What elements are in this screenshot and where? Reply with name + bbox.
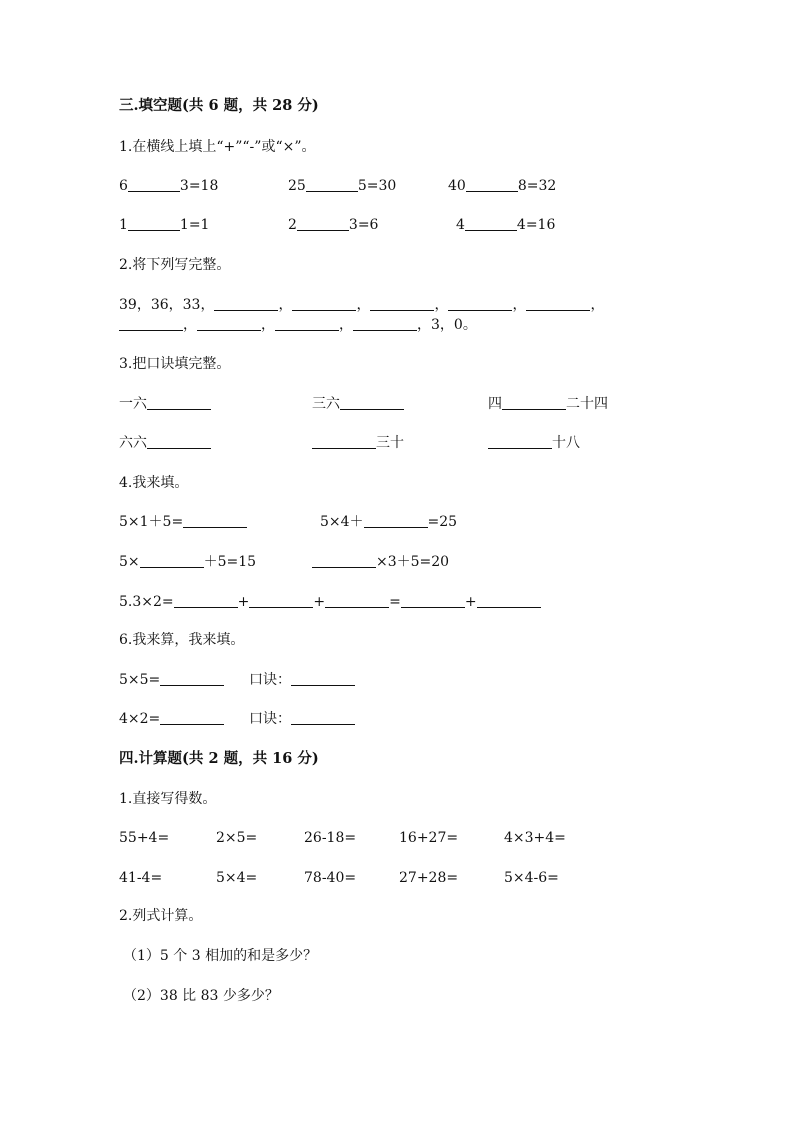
answer-blank[interactable] [477, 606, 541, 608]
q3-item: 三六 [312, 395, 404, 413]
answer-blank[interactable] [312, 447, 376, 449]
answer-blank[interactable] [292, 309, 356, 311]
answer-blank[interactable] [466, 190, 518, 192]
q5-line: 5.3×2= + + = + [119, 593, 541, 611]
q4-item: ×3＋5=20 [312, 553, 449, 571]
q1-item: 4 4=16 [456, 217, 556, 233]
q3-item: 十八 [488, 434, 580, 452]
answer-blank[interactable] [291, 684, 355, 686]
s4-q2-title: 2.列式计算。 [119, 908, 203, 924]
calc-item: 55+4= [119, 830, 170, 846]
answer-blank[interactable] [465, 229, 517, 231]
q1-title: 1.在横线上填上“+”“-”或“×”。 [119, 139, 316, 155]
calc-item: 16+27= [399, 830, 459, 846]
answer-blank[interactable] [160, 684, 224, 686]
answer-blank[interactable] [214, 309, 278, 311]
calc-item: 26-18= [304, 830, 357, 846]
q2-sequence-line-1: 39，36，33， ， ， ， ， ， [119, 297, 605, 313]
calc-item: 5×4= [216, 870, 258, 886]
q4-title: 4.我来填。 [119, 475, 189, 491]
answer-blank[interactable] [312, 566, 376, 568]
answer-blank[interactable] [183, 526, 247, 528]
answer-blank[interactable] [370, 309, 434, 311]
answer-blank[interactable] [306, 190, 358, 192]
q1-item: 2 3=6 [288, 217, 379, 233]
calc-item: 2×5= [216, 830, 258, 846]
answer-blank[interactable] [502, 408, 566, 410]
q3-title: 3.把口诀填完整。 [119, 356, 231, 372]
section-4-title: 四.计算题(共 2 题，共 16 分) [119, 750, 319, 767]
answer-blank[interactable] [448, 309, 512, 311]
answer-blank[interactable] [275, 329, 339, 331]
answer-blank[interactable] [297, 229, 349, 231]
s4-q1-title: 1.直接写得数。 [119, 791, 217, 807]
q1-item: 40 8=32 [448, 178, 557, 194]
calc-item: 5×4-6= [504, 870, 559, 886]
answer-blank[interactable] [147, 408, 211, 410]
q6-calc: 5×5= [119, 671, 224, 689]
q3-item: 一六 [119, 395, 211, 413]
answer-blank[interactable] [197, 329, 261, 331]
q3-item: 六六 [119, 434, 211, 452]
q2-title: 2.将下列写完整。 [119, 257, 231, 273]
q4-item: 5×4＋ =25 [320, 514, 458, 530]
word-problem: （1）5 个 3 相加的和是多少？ [123, 948, 318, 964]
word-problem: （2）38 比 83 少多少？ [123, 988, 279, 1004]
q4-item: 5×1＋5= [119, 513, 247, 531]
answer-blank[interactable] [128, 190, 180, 192]
answer-blank[interactable] [353, 329, 417, 331]
calc-item: 78-40= [304, 870, 357, 886]
answer-blank[interactable] [119, 329, 183, 331]
q6-title: 6.我来算，我来填。 [119, 632, 245, 648]
q1-item: 25 5=30 [288, 178, 397, 194]
calc-item: 41-4= [119, 870, 163, 886]
answer-blank[interactable] [249, 606, 313, 608]
answer-blank[interactable] [147, 447, 211, 449]
answer-blank[interactable] [526, 309, 590, 311]
answer-blank[interactable] [140, 566, 204, 568]
answer-blank[interactable] [291, 723, 355, 725]
q6-mnemonic: 口诀： [249, 710, 355, 728]
answer-blank[interactable] [401, 606, 465, 608]
q1-item: 1 1=1 [119, 217, 210, 233]
q6-calc: 4×2= [119, 710, 224, 728]
answer-blank[interactable] [160, 723, 224, 725]
answer-blank[interactable] [325, 606, 389, 608]
q2-sequence-line-2: ， ， ， ，3，0。 [119, 316, 477, 334]
q6-mnemonic: 口诀： [249, 671, 355, 689]
q3-item: 四 二十四 [488, 396, 608, 412]
q1-item: 6 3=18 [119, 178, 219, 194]
q3-item: 三十 [312, 434, 404, 452]
calc-item: 4×3+4= [504, 830, 566, 846]
answer-blank[interactable] [488, 447, 552, 449]
answer-blank[interactable] [364, 526, 428, 528]
answer-blank[interactable] [340, 408, 404, 410]
answer-blank[interactable] [128, 229, 180, 231]
section-3-title: 三.填空题(共 6 题，共 28 分) [119, 97, 319, 114]
answer-blank[interactable] [174, 606, 238, 608]
q4-item: 5× ＋5=15 [119, 554, 257, 570]
calc-item: 27+28= [399, 870, 459, 886]
